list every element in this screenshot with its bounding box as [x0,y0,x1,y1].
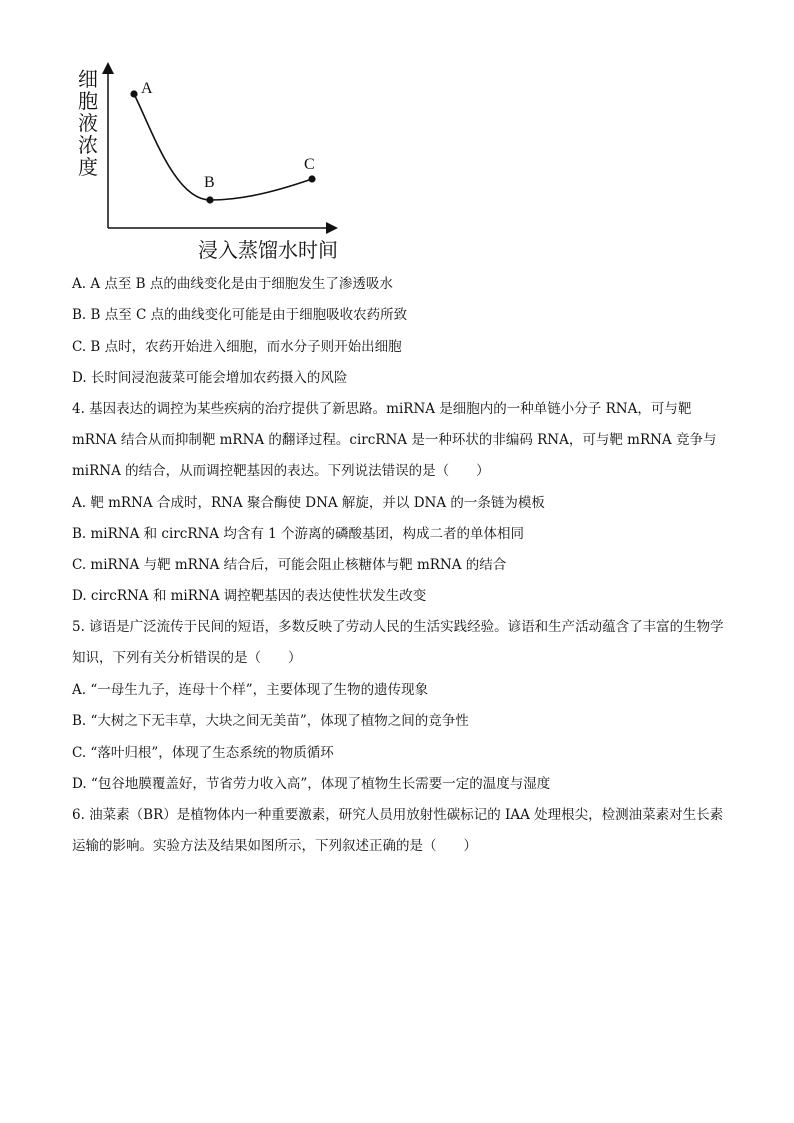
q4-option-b: B. miRNA 和 circRNA 均含有 1 个游离的磷酸基团，构成二者的单体相同 [72,526,525,542]
concentration-curve-figure [70,60,340,265]
q4-stem: 4. 基因表达的调控为某些疾病的治疗提供了新思路。miRNA 是细胞内的一种单链小分子 RNA，可与靶 mRNA 结合从而抑制靶 mRNA 的翻译过程。circRNA 是一种环状的非编码 RNA，可与靶 mRNA 竞争与 miRNA 的结合，从而调控靶基因的表达。下列说法错误的是（ ） [72,401,717,479]
q4-option-d: D. circRNA 和 miRNA 调控靶基因的表达使性状发生改变 [72,588,427,604]
q4-option-c: C. miRNA 与靶 mRNA 结合后，可能会阻止核糖体与靶 mRNA 的结合 [72,557,507,573]
q5-option-c: C. “落叶归根”，体现了生态系统的物质循环 [72,745,334,761]
q5-option-a: A. “一母生九子，连母十个样”，主要体现了生物的遗传现象 [72,682,429,698]
q3-option-d: D. 长时间浸泡菠菜可能会增加农药摄入的风险 [72,370,348,386]
point-b-label: B [204,174,215,191]
q5-stem: 5. 谚语是广泛流传于民间的短语，多数反映了劳动人民的生活实践经验。谚语和生产活动蕴含了丰富的生物学知识，下列有关分析错误的是（ ） [72,619,724,666]
point-b-marker [206,196,213,203]
q3-option-b: B. B 点至 C 点的曲线变化可能是由于细胞吸收农药所致 [72,307,408,323]
q6-stem: 6. 油菜素（BR）是植物体内一种重要激素，研究人员用放射性碳标记的 IAA 处理根尖，检测油菜素对生长素运输的影响。实验方法及结果如图所示，下列叙述正确的是（ ） [72,807,724,854]
concentration-curve [134,94,312,200]
q4-option-a: A. 靶 mRNA 合成时，RNA 聚合酶使 DNA 解旋，并以 DNA 的一条链为模板 [72,495,545,511]
point-c-marker [308,175,315,182]
point-c-label: C [304,156,315,173]
x-axis-label: 浸入蒸馏水时间 [198,238,338,262]
y-axis-label: 细胞液浓度 [78,67,98,179]
q5-option-b: B. “大树之下无丰草，大块之间无美苗”，体现了植物之间的竞争性 [72,713,469,729]
q5-option-d: D. “包谷地膜覆盖好，节省劳力收入高”，体现了植物生长需要一定的温度与湿度 [72,776,551,792]
point-a-marker [130,90,137,97]
q3-option-c: C. B 点时，农药开始进入细胞，而水分子则开始出细胞 [72,339,402,355]
q3-option-a: A. A 点至 B 点的曲线变化是由于细胞发生了渗透吸水 [72,276,393,292]
point-a-label: A [141,80,153,97]
